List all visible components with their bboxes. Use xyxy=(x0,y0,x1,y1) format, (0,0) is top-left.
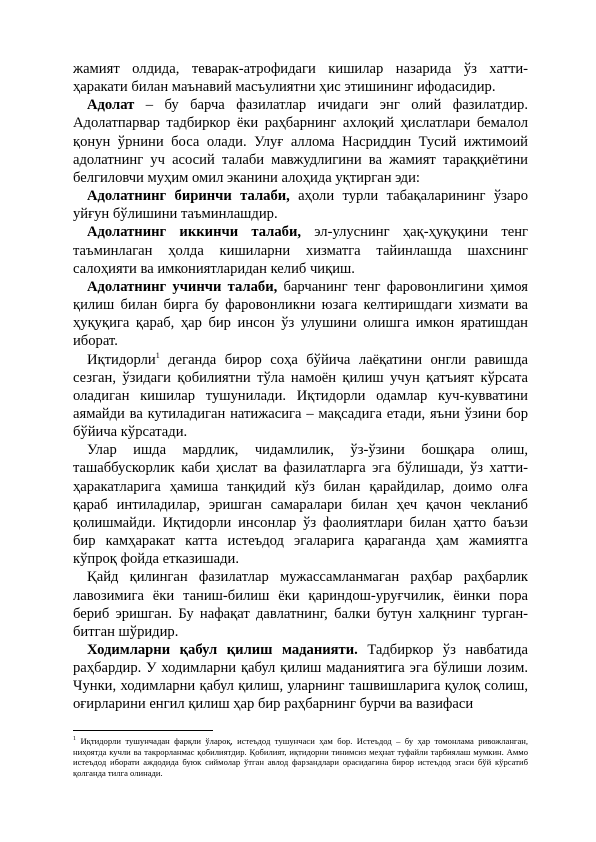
paragraph-continuation xyxy=(73,60,528,96)
paragraph-second-requirement xyxy=(73,223,528,277)
footnote-text: Иқтидорли тушунчадан фарқли ўлароқ, истеъдод тушунчаси ҳам бор. Истеъдод – бу ҳар томонлама ривожланган, ниҳоятда кучли ва такрорланмас қобилиятдир. Қобилият, иқтидорни тинимсиз меҳнат туфайли тарбиялаш мумкин. Аммо истеъдод иборати аждодида буюк сиймолар ўтган авлод фарзандлари орасидагина бирор истеъдод эгаси бўй кўрсатиб қолганда тилга олинади. xyxy=(73,736,528,778)
paragraph-text: Улар ишда мардлик, чидамлилик, ўз-ўзини бошқара олиш, ташаббускорлик каби ҳислат ва фазилатларга эга бўлишади, ўз хатти-ҳаракатларига ҳамиша танқидий кўз билан қарайдилар, доимо олға қараб интиладилар, эришган самаралари билан ҳеч қачон чекланиб қолишмайди. Иқтидорли инсонлар ўз фаолиятлари билан ҳатто баъзи бир камҳаракат катта истеъдод эгаларига қараганда ҳам жамиятга кўпроқ фойда етказишади. xyxy=(73,442,528,568)
footnote xyxy=(73,736,528,778)
paragraph-text: – бу барча фазилатлар ичидаги энг олий фазилатдир. Адолатпарвар тадбиркор ёки раҳбарнинг ахлоқий ҳислатлари бемалол қонун ўрнини боса олади. Улуғ аллома Насриддин Тусий ижтимоий адолатнинг уч асосий талаби мавжудлигини ва жамият тараққиётини белгиловчи муҳим омил эканини алоҳида уқтирган эди: xyxy=(73,97,528,186)
paragraph-text: аҳоли турли табақаларининг ўзаро уйғун бўлишини таъминлашдир. xyxy=(73,188,528,223)
body-text xyxy=(73,60,528,714)
paragraph-qualities xyxy=(73,441,528,568)
paragraph-text: Тадбиркор ўз навбатида раҳбардир. У ходимларни қабул қилиш маданиятига эга бўлиши лозим. Чунки, ходимларни қабул қилиш, уларнинг ташвишларига қулоқ солиш, оғирларини енгил қилиш ҳар бир раҳбарнинг бурчи ва вазифаси xyxy=(73,642,528,713)
footnote-reference[interactable]: 1 xyxy=(155,350,160,360)
paragraph-reception-culture xyxy=(73,641,528,714)
paragraph-leader xyxy=(73,568,528,641)
paragraph-text: Қайд қилинган фазилатлар мужассамланмаган раҳбар раҳбарлик лавозимига ёки таниш-билиш ёки қариндош-уруғчилик, ёинки пора бериб эришган. Бу нафақат давлатнинг, балки бутун халқнинг турган-битган шўридир. xyxy=(73,569,528,640)
paragraph-gifted xyxy=(73,351,528,442)
paragraph-justice xyxy=(73,96,528,187)
paragraph-text: жамият олдида, теварак-атрофидаги кишилар назарида ўз хатти-ҳаракати билан маънавий масъулиятни ҳис этишининг ифодасидир. xyxy=(73,61,528,96)
term-justice: Адолат xyxy=(87,97,135,114)
footnote-divider xyxy=(73,730,213,731)
term-first-requirement: Адолатнинг биринчи талаби, xyxy=(87,188,290,205)
paragraph-text: деганда бирор соҳа бўйича лаёқатини онгли равишда сезган, ўзидаги қобилиятни тўла намоён қилиш учун қатъият кўрсата оладиган кишилар тушунилади. Иқтидорли одамлар куч-кувватини аямайди ва кутиладиган натижасига – мақсадига етади, яъни ўзини бор бўйича кўрсатади. xyxy=(73,351,528,441)
term-third-requirement: Адолатнинг учинчи талаби, xyxy=(87,278,278,295)
paragraph-text: барчанинг тенг фаровонлигини ҳимоя қилиш билан бирга бу фаровонликни юзага келтиришдаги хизмати ва ҳуқуқига қараб, ҳар бир инсон ўз улушини олишга имкон яратишдан иборат. xyxy=(73,278,529,350)
paragraph-third-requirement xyxy=(73,278,528,351)
term-second-requirement: Адолатнинг иккинчи талаби, xyxy=(87,224,302,241)
paragraph-first-requirement xyxy=(73,187,528,223)
paragraph-text: Иқтидорли xyxy=(87,351,156,368)
term-reception-culture: Ходимларни қабул қилиш маданияти. xyxy=(87,642,358,658)
footnote-mark: 1 xyxy=(73,736,76,743)
paragraph-text: эл-улуснинг ҳақ-ҳуқуқини тенг таъминлаган ҳолда кишиларни хизматга тайинлашда шахснинг салоҳияти ва имкониятларидан келиб чиқиш. xyxy=(73,224,529,277)
